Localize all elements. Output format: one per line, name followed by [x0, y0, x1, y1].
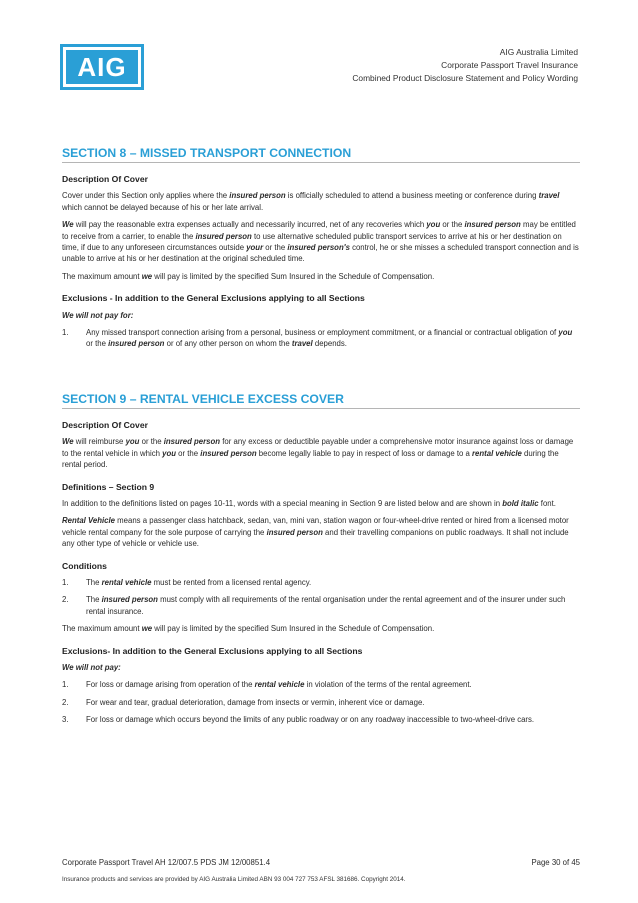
- s9-definitions-paragraph: In addition to the definitions listed on pages 10-11, words with a special meaning in Section 9 are listed below and are shown in bold italic font.: [62, 498, 556, 508]
- s8-paragraph-3: The maximum amount we will pay is limited by the specified Sum Insured in the Schedule of Compensation.: [62, 271, 435, 281]
- s8-exclusions-lead: We will not pay for:: [62, 310, 134, 320]
- s9-description-heading: Description Of Cover: [62, 419, 148, 430]
- s9-exclusions-lead: We will not pay:: [62, 662, 121, 672]
- s9-exclusion-item: 3. For loss or damage which occurs beyond the limits of any public roadway or on any roadway inaccessible to two-wheel-drive cars.: [62, 715, 535, 725]
- page-footer: [62, 858, 580, 867]
- s9-maximum-amount: The maximum amount we will pay is limited by the specified Sum Insured in the Schedule of Compensation.: [62, 624, 435, 634]
- s9-paragraph-1: We will reimburse you or the insured person for any excess or deductible payable under a comprehensive motor insurance against loss or damage to the rental vehicle in which you or the insured person become legally liable to pay in respect of loss or damage to a rental vehicle during the rental period.: [62, 437, 574, 470]
- footer-document-code: Corporate Passport Travel AH 12/007.5 PDS JM 12/00851.4: [62, 858, 271, 867]
- s8-paragraph-2: We will pay the reasonable extra expenses actually and necessarily incurred, net of any recoveries which you or the insured person may be entitled to receive from a carrier, to enable the insured person to use alternative scheduled public transport services to arrive at his or her destination on time, if due to any unforeseen circumstances outside your or the insured person's control, he or she misses a scheduled transport connection and is unable to arrive at his or her destination at the original scheduled time.: [62, 220, 579, 264]
- s9-exclusion-item: 2. For wear and tear, gradual deterioration, damage from insects or vermin, inherent vice or damage.: [62, 697, 425, 707]
- s9-exclusion-item: 1. For loss or damage arising from operation of the rental vehicle in violation of the terms of the rental agreement.: [62, 680, 472, 690]
- footer-page-number: Page 30 of 45: [531, 858, 580, 867]
- header-document: Combined Product Disclosure Statement and Policy Wording: [352, 73, 578, 83]
- section-9-title: SECTION 9 – RENTAL VEHICLE EXCESS COVER: [62, 392, 580, 409]
- s8-exclusion-item: 1. Any missed transport connection arising from a personal, business or employment commitment, or a financial or contractual obligation of you or the insured person or of any other person on whom the travel depends.: [62, 328, 573, 349]
- header-product: Corporate Passport Travel Insurance: [441, 60, 578, 70]
- header-company: AIG Australia Limited: [499, 47, 578, 57]
- aig-logo-text: AIG: [66, 50, 138, 84]
- s9-exclusions-heading: Exclusions- In addition to the General Exclusions applying to all Sections: [62, 645, 363, 656]
- aig-logo: [60, 44, 144, 90]
- s9-condition-item: 1. The rental vehicle must be rented from a licensed rental agency.: [62, 577, 312, 587]
- s8-exclusions-heading: Exclusions - In addition to the General Exclusions applying to all Sections: [62, 293, 365, 304]
- s9-rental-vehicle-definition: Rental Vehicle means a passenger class hatchback, sedan, van, mini van, station wagon or four-wheel-drive rented or hired from a licensed motor vehicle rental company for the sole purpose of carrying the insured person and their travelling companions on public roadways. It shall not include any other type of vehicle or vehicle use.: [62, 516, 569, 549]
- section-8-title: SECTION 8 – MISSED TRANSPORT CONNECTION: [62, 146, 580, 163]
- page-content: [62, 146, 580, 732]
- document-header: [352, 46, 578, 85]
- s9-condition-item: 2. The insured person must comply with all requirements of the rental organisation under the rental agreement and of the insurer under such rental insurance.: [62, 595, 566, 616]
- s9-definitions-heading: Definitions – Section 9: [62, 481, 155, 492]
- footer-legal: Insurance products and services are provided by AIG Australia Limited ABN 93 004 727 753 AFSL 381686. Copyright 2014.: [62, 876, 406, 883]
- s8-description-heading: Description Of Cover: [62, 174, 148, 184]
- s9-conditions-heading: Conditions: [62, 560, 107, 571]
- s8-paragraph-1: Cover under this Section only applies where the insured person is officially scheduled to attend a business meeting or conference during travel which cannot be delayed because of his or her late arrival.: [62, 191, 560, 212]
